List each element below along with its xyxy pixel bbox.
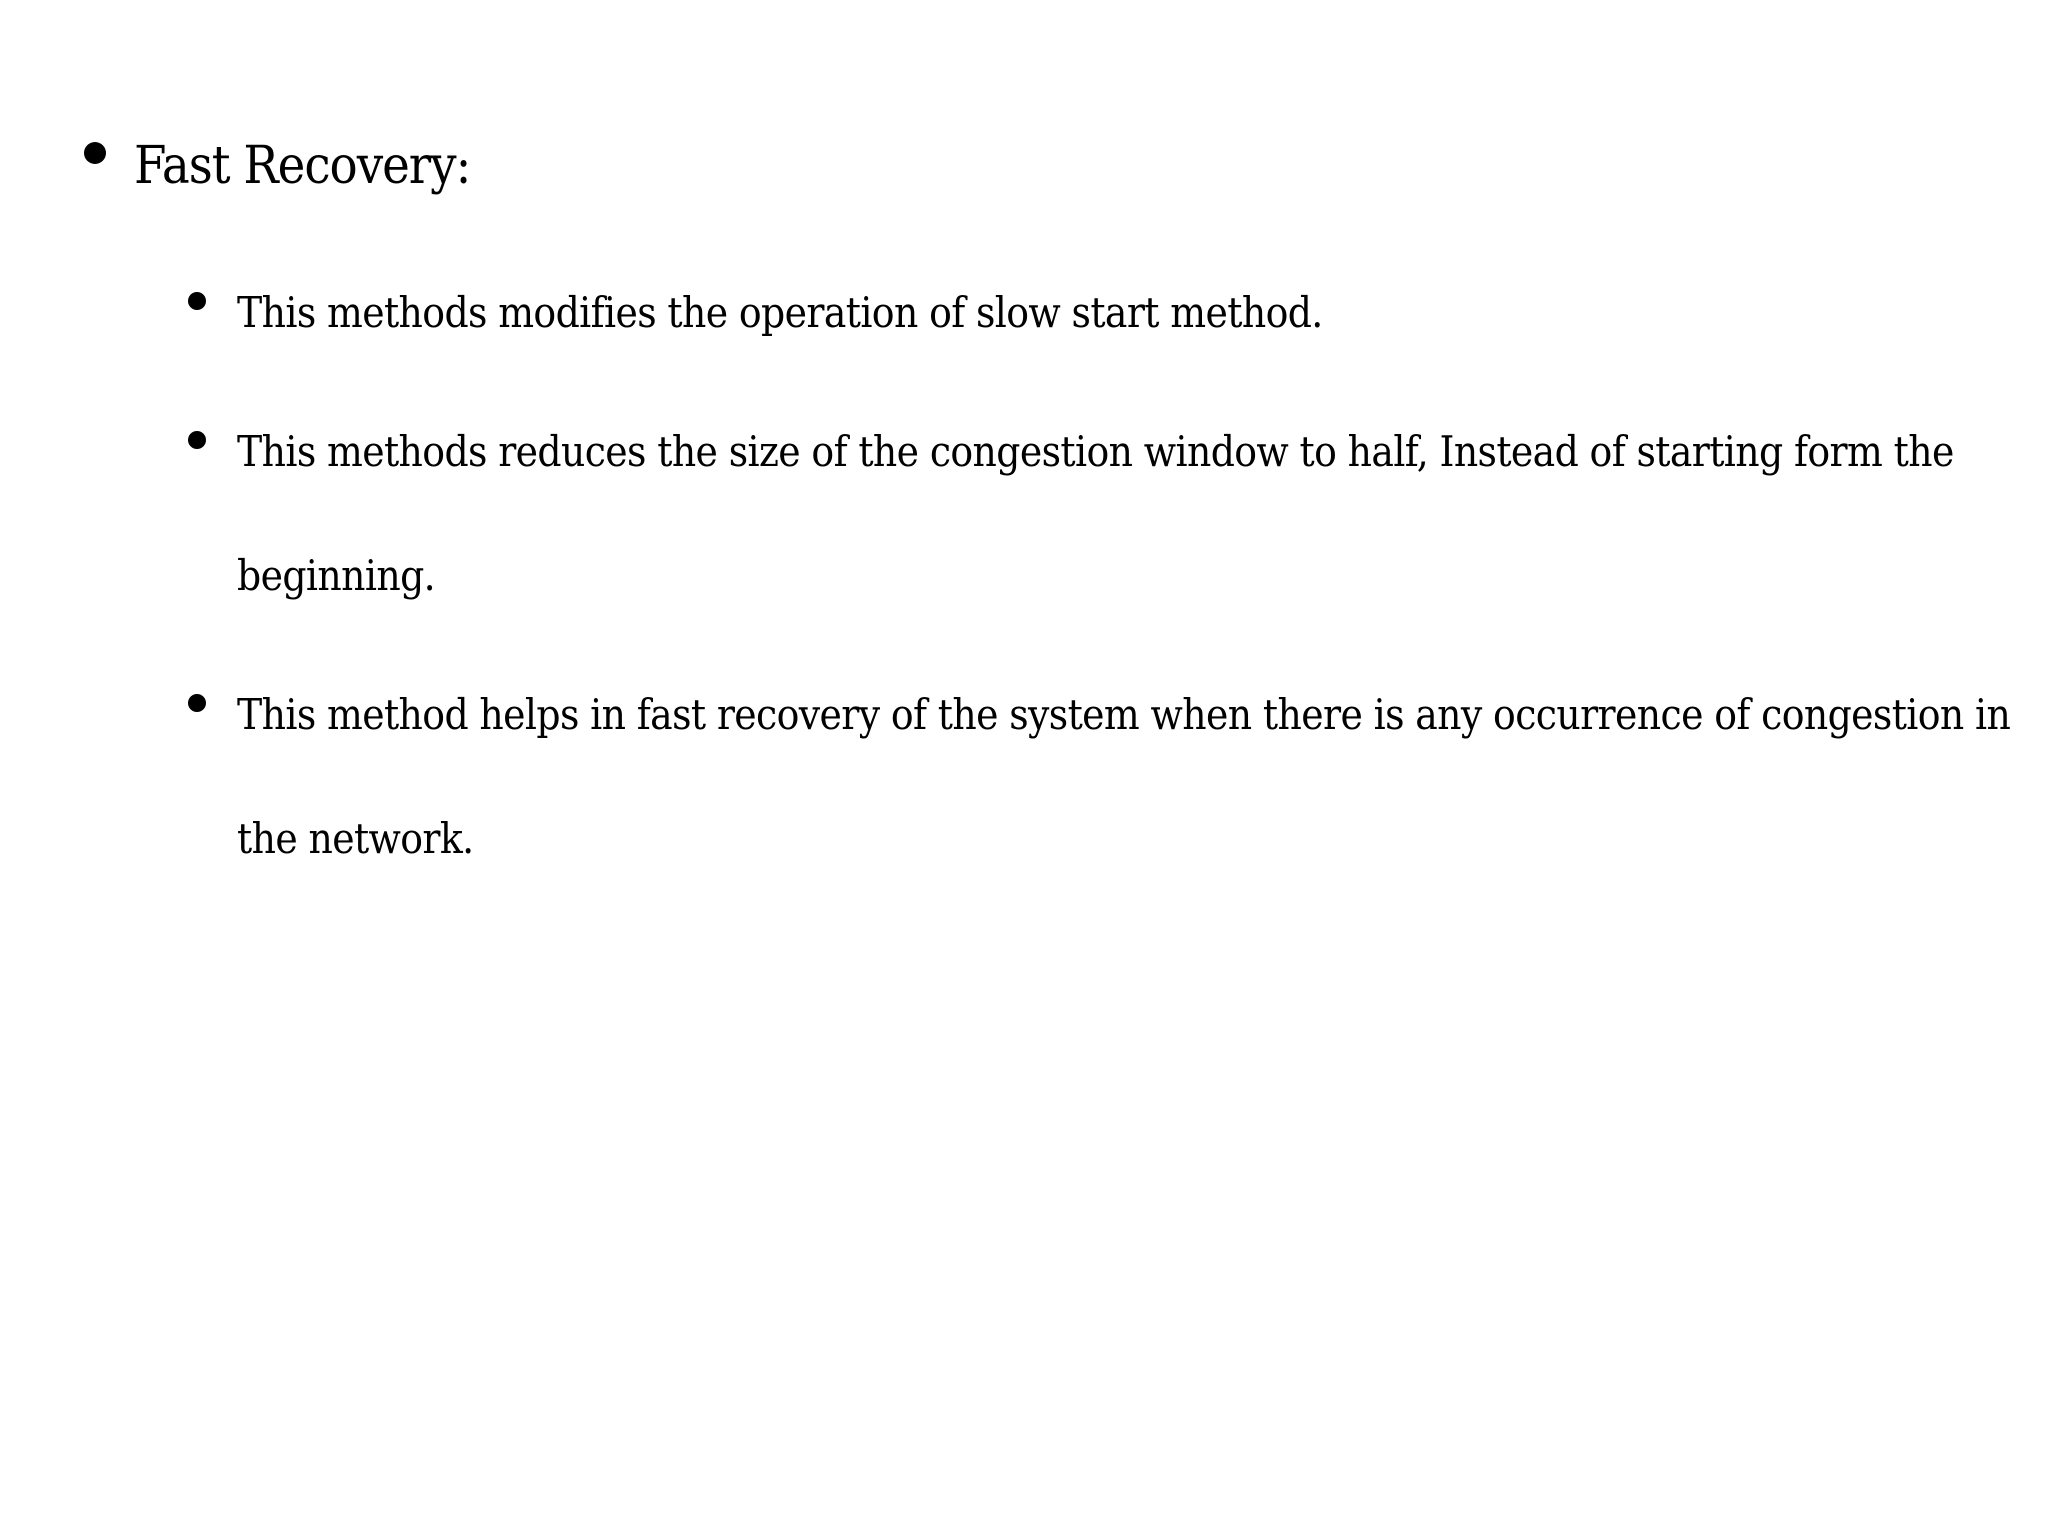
sub-point-3: This method helps in fast recovery of the system when there is any occurrence of congestion in the network.	[237, 690, 2011, 863]
bullet-icon	[188, 292, 206, 310]
bullet-icon	[84, 142, 106, 164]
bullet-icon	[188, 694, 206, 712]
slide-heading: Fast Recovery:	[134, 136, 471, 196]
sub-point-1: This methods modifies the operation of slow start method.	[237, 288, 1323, 337]
bullet-icon	[188, 431, 206, 449]
sub-point-2: This methods reduces the size of the congestion window to half, Instead of starting form the beginning.	[237, 427, 1954, 600]
